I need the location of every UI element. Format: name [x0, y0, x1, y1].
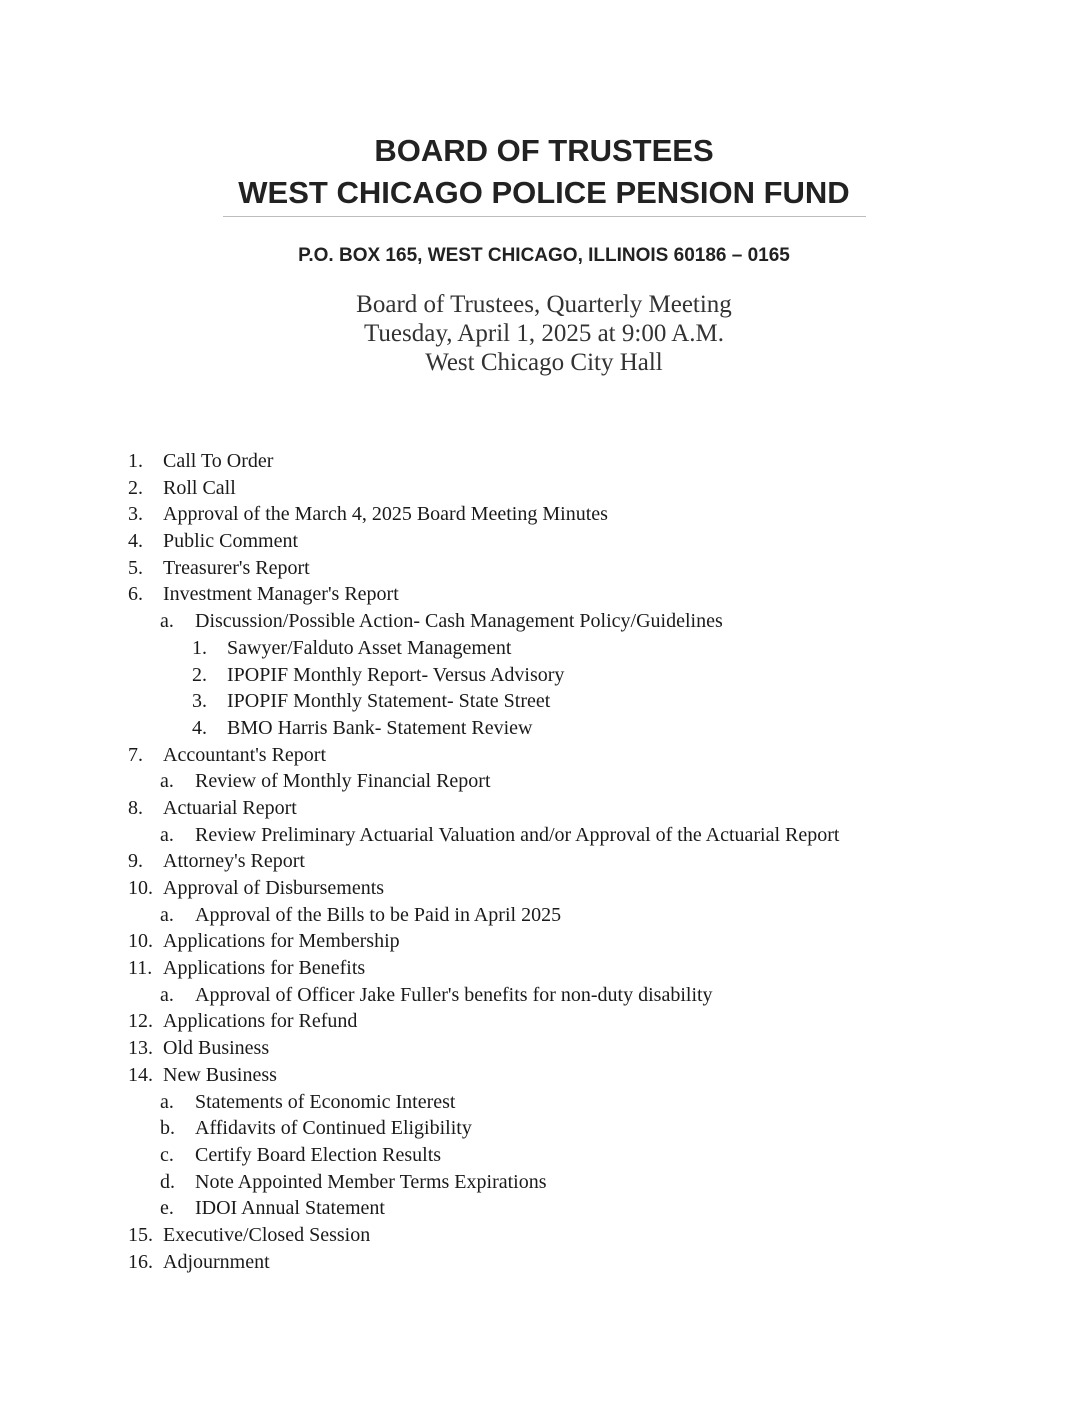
- agenda-item-text: Applications for Refund: [163, 1010, 358, 1033]
- agenda-item: [0, 581, 1088, 608]
- agenda-item: [0, 982, 1088, 1009]
- agenda-item-number: 1.: [128, 450, 143, 472]
- agenda-item-text: Approval of Disbursements: [163, 877, 385, 899]
- agenda-item: [0, 1169, 1088, 1196]
- agenda-item: [0, 1249, 1088, 1276]
- agenda-item-text: Approval of the Bills to be Paid in April 2025: [195, 903, 562, 926]
- agenda-item-number: 2.: [192, 663, 207, 686]
- agenda-item-number: e.: [160, 1197, 174, 1220]
- agenda-item: [0, 1008, 1088, 1035]
- agenda-item-text: New Business: [163, 1063, 277, 1086]
- agenda-item-number: 4.: [128, 530, 143, 553]
- agenda-item-text: Applications for Benefits: [163, 957, 366, 980]
- agenda-item: [0, 768, 1088, 795]
- agenda-item: [0, 1142, 1088, 1169]
- agenda-item-number: 12.: [128, 1010, 153, 1033]
- document-title-line1: BOARD OF TRUSTEES: [374, 133, 714, 168]
- agenda-item: [0, 1062, 1088, 1089]
- agenda-item-number: 3.: [192, 690, 207, 713]
- agenda-item-number: a.: [160, 610, 174, 633]
- agenda-item-text: Affidavits of Continued Eligibility: [195, 1117, 472, 1140]
- agenda-item: [0, 555, 1088, 582]
- agenda-item-number: a.: [160, 983, 174, 1006]
- agenda-item-text: Actuarial Report: [163, 796, 297, 819]
- agenda-item-number: 4.: [192, 716, 207, 739]
- agenda-item-number: 5.: [128, 556, 143, 579]
- agenda-item-number: 6.: [128, 583, 143, 606]
- agenda-item-text: Sawyer/Falduto Asset Management: [227, 636, 512, 659]
- mailing-address: P.O. BOX 165, WEST CHICAGO, ILLINOIS 60186 – 0165: [298, 245, 790, 266]
- agenda-item-number: 11.: [128, 957, 153, 980]
- document-title-line2: WEST CHICAGO POLICE PENSION FUND: [238, 175, 850, 210]
- agenda-item: [0, 608, 1088, 635]
- agenda-item-text: Treasurer's Report: [163, 556, 310, 579]
- agenda-item-text: Discussion/Possible Action- Cash Management Policy/Guidelines: [195, 610, 723, 633]
- title-divider: [223, 216, 866, 217]
- agenda-item-number: 10.: [128, 877, 153, 899]
- agenda-item-text: Certify Board Election Results: [195, 1143, 442, 1166]
- agenda-item-number: c.: [160, 1143, 174, 1166]
- agenda-item-text: Public Comment: [163, 530, 298, 553]
- agenda-item-number: 9.: [128, 850, 143, 873]
- agenda-item-number: 8.: [128, 796, 143, 819]
- agenda-item-text: Approval of the March 4, 2025 Board Meeting Minutes: [163, 503, 608, 526]
- agenda-item: [0, 448, 1088, 475]
- agenda-item: [0, 1115, 1088, 1142]
- agenda-item: [0, 822, 1088, 849]
- agenda-item: [0, 1035, 1088, 1062]
- agenda-item-number: 3.: [128, 503, 143, 526]
- agenda-item: [0, 715, 1088, 742]
- agenda-item: [0, 742, 1088, 769]
- agenda-item-number: a.: [160, 903, 174, 926]
- agenda-item: [0, 928, 1088, 955]
- agenda-item-number: a.: [160, 770, 174, 793]
- agenda-item-text: Review of Monthly Financial Report: [195, 770, 491, 793]
- agenda-item-text: Review Preliminary Actuarial Valuation and/or Approval of the Actuarial Report: [195, 823, 840, 846]
- agenda-item-text: Note Appointed Member Terms Expirations: [195, 1170, 547, 1193]
- agenda-item: [0, 501, 1088, 528]
- agenda-item: [0, 955, 1088, 982]
- agenda-item-number: 2.: [128, 476, 143, 499]
- agenda-item: [0, 635, 1088, 662]
- agenda-item: [0, 902, 1088, 929]
- agenda-item-number: 15.: [128, 1223, 153, 1246]
- agenda-item-text: Statements of Economic Interest: [195, 1090, 456, 1113]
- agenda-item-number: 16.: [128, 1250, 153, 1273]
- agenda-item-number: 1.: [192, 636, 207, 659]
- agenda-item: [0, 875, 1088, 902]
- agenda-list: [0, 448, 1088, 1275]
- agenda-item-number: 7.: [128, 743, 143, 766]
- agenda-item-text: Applications for Membership: [163, 930, 400, 953]
- agenda-item: [0, 795, 1088, 822]
- agenda-item-number: d.: [160, 1170, 175, 1193]
- agenda-item-number: b.: [160, 1117, 175, 1140]
- agenda-item-number: 14.: [128, 1063, 153, 1086]
- agenda-item-number: a.: [160, 1090, 174, 1113]
- agenda-item-text: Roll Call: [163, 476, 236, 499]
- agenda-item-text: Investment Manager's Report: [163, 583, 399, 606]
- agenda-item: [0, 1195, 1088, 1222]
- agenda-item: [0, 475, 1088, 502]
- agenda-item-text: IPOPIF Monthly Statement- State Street: [227, 690, 551, 713]
- agenda-item-text: Accountant's Report: [163, 743, 327, 766]
- agenda-item: [0, 848, 1088, 875]
- agenda-item-text: Executive/Closed Session: [163, 1223, 371, 1246]
- agenda-item-text: Adjournment: [163, 1250, 270, 1273]
- agenda-item-text: Call To Order: [163, 450, 274, 472]
- agenda-item-text: IDOI Annual Statement: [195, 1197, 385, 1220]
- agenda-item-number: a.: [160, 823, 174, 846]
- agenda-item: [0, 688, 1088, 715]
- agenda-item-text: Approval of Officer Jake Fuller's benefits for non-duty disability: [195, 983, 713, 1006]
- meeting-type: Board of Trustees, Quarterly Meeting: [356, 291, 732, 318]
- meeting-location: West Chicago City Hall: [425, 349, 663, 376]
- agenda-item-number: 13.: [128, 1037, 153, 1060]
- agenda-item-text: IPOPIF Monthly Report- Versus Advisory: [227, 663, 565, 686]
- agenda-item-text: Attorney's Report: [163, 850, 305, 873]
- agenda-item: [0, 528, 1088, 555]
- meeting-date-time: Tuesday, April 1, 2025 at 9:00 A.M.: [364, 320, 724, 347]
- agenda-item-number: 10.: [128, 930, 153, 953]
- agenda-item-text: BMO Harris Bank- Statement Review: [227, 716, 533, 739]
- agenda-item: [0, 662, 1088, 689]
- agenda-item: [0, 1089, 1088, 1116]
- agenda-item: [0, 1222, 1088, 1249]
- agenda-item-text: Old Business: [163, 1037, 270, 1060]
